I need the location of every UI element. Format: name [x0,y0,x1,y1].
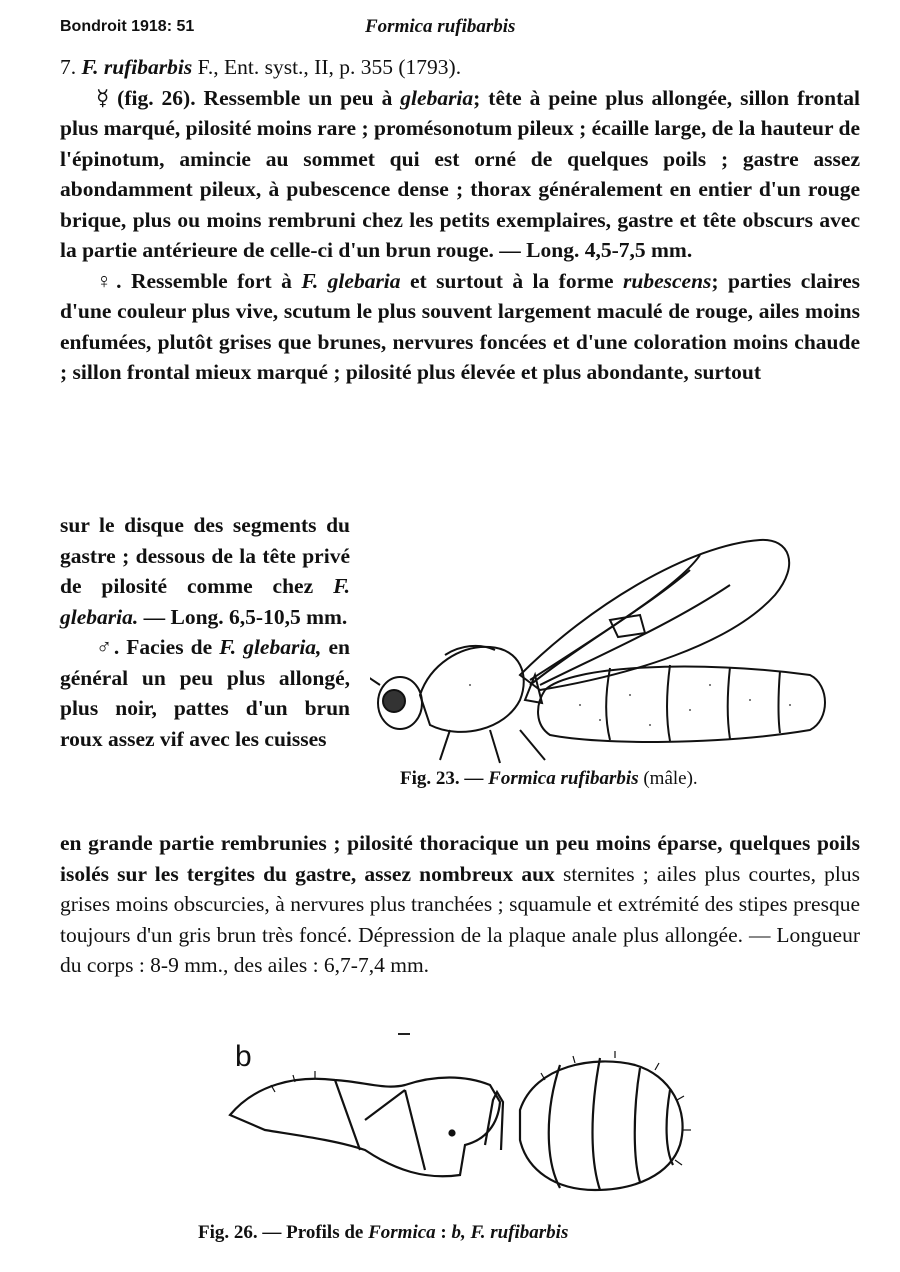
worker-description: ; tête à peine plus allongée, sillon frontal plus marqué, pilosité moins rare ; promésonotum pileux ; écaille large, de la hauteur de l'épinotum, amincie au sommet qui est orné de quelques poils ; gastre assez abondamment pileux, à pubescence dense ; thorax généralement en entier d'un rouge brique, plus ou moins rembruni chez les petits exemplaires, gastre et tête obscurs avec la partie antérieure de celle-ci d'un brun rouge. — Long. 4,5-7,5 mm. [60,85,860,262]
fig26-caption-prefix: Fig. 26. — Profils de [198,1222,364,1243]
gaster-segment-3 [728,667,730,739]
gaster-outline [520,1061,683,1190]
pilosity-hairs [271,1051,691,1165]
gaster-tergite-3 [635,1068,640,1182]
pronotal-suture [335,1080,360,1150]
species-genus: F. [81,55,99,79]
gaster-segment-4 [779,671,781,733]
fig23-caption-taxon: Formica rufibarbis [488,768,639,789]
worker-symbol-icon: ☿ [96,85,110,110]
mesonotal-suture [365,1090,405,1120]
thorax [420,647,524,732]
queen-cont-b: — Long. 6,5-10,5 mm. [143,604,348,629]
species-number: 7. [60,55,77,79]
source-citation: Bondroit 1918: 51 [60,18,195,35]
leg-1 [440,730,450,760]
queen-description: ; parties claires d'une couleur plus vive, scutum le plus souvent largement maculé de rouge, ailes moins enfumées, plutôt grises que brunes, nervures foncées et d'une coloration moins chaude ; sillon frontal mieux marqué ; pilosité plus élevée et plus abondante, surtout [60,268,861,384]
male-cont-bold: en grande partie rembrunies ; pilosité thoracique un peu moins éparse, quelques poils isolés sur les tergites du gastre, assez nombreux aux [60,831,860,886]
figure-26-panel-letter: b [235,1040,252,1073]
queen-cont-a: sur le disque des segments du gastre ; dessous de la tête privé de pilosité comme chez [60,513,350,598]
male-symbol-icon: ♂ [96,635,114,659]
epinotal-suture [405,1090,425,1170]
queen-mid: et surtout à la forme [409,268,614,293]
male-cont-plain: sternites ; ailes plus courtes, plus grises moins obscurcies, à nervures plus tranchées ; squamule et extrémité des stipes presque toujours d'un gris brun très foncé. Dépression de la plaque anale plus allongée. — Longueur du corps : 8-9 mm., des ailes : 6,7-7,4 mm. [60,861,860,977]
leg-3 [520,730,545,760]
male-lead: . Facies de [113,635,213,659]
page-header [60,18,860,42]
wing-cell [610,615,645,637]
fig23-caption-suffix: (mâle). [643,768,698,789]
queen-paragraph [60,266,860,388]
queen-continuation [60,510,350,632]
queen-cont-taxon: F. glebaria. [60,574,351,629]
fig23-caption-prefix: Fig. 23. — [400,768,484,789]
compound-eye [383,690,405,712]
male-description: en général un peu plus allongé, plus noir, pattes d'un brun roux assez vif avec les cuisses [60,635,350,751]
male-paragraph [60,632,350,754]
fig26-caption-taxon: F. rufibarbis [470,1222,569,1243]
gaster-tergite-2 [593,1058,601,1190]
spiracle [450,1131,455,1136]
queen-taxon-1: F. glebaria [301,268,401,293]
gaster-segment-1 [606,668,610,740]
running-title: Formica rufibarbis [365,16,516,37]
worker-fig-ref: (fig. 26). Ressemble un peu à [117,85,393,110]
gaster-tergite-1 [549,1065,560,1188]
fig26-caption-b: b, [451,1222,466,1243]
antenna [370,675,380,685]
thorax-scutum [445,646,495,655]
figure-23-caption [400,768,860,790]
queen-symbol-icon: ♀ [96,268,117,293]
worker-paragraph [60,83,860,266]
figure-26-worker-profile-drawing [215,1030,715,1205]
queen-lead: . Ressemble fort à [116,268,292,293]
leg-2 [490,730,500,763]
gaster-segment-2 [667,665,670,741]
column-text-block [60,510,350,754]
main-text-block [60,52,860,388]
species-citation: F., Ent. syst., II, p. 355 (1793). [197,55,462,79]
worker-compare-taxon: glebaria [400,85,474,110]
fig26-caption-genus: Formica [368,1222,436,1243]
gaster [538,667,825,742]
queen-taxon-2: rubescens [623,268,712,293]
figure-26-caption [198,1222,758,1244]
gaster-tergite-4 [667,1090,673,1165]
figure-23-ant-male-drawing [370,525,850,765]
species-name: rufibarbis [103,55,193,79]
male-continuation-block [60,828,860,981]
male-taxon: F. glebaria, [219,635,322,659]
fig26-caption-colon: : [440,1222,447,1243]
mesosoma-outline [230,1078,500,1177]
species-heading [60,52,860,83]
